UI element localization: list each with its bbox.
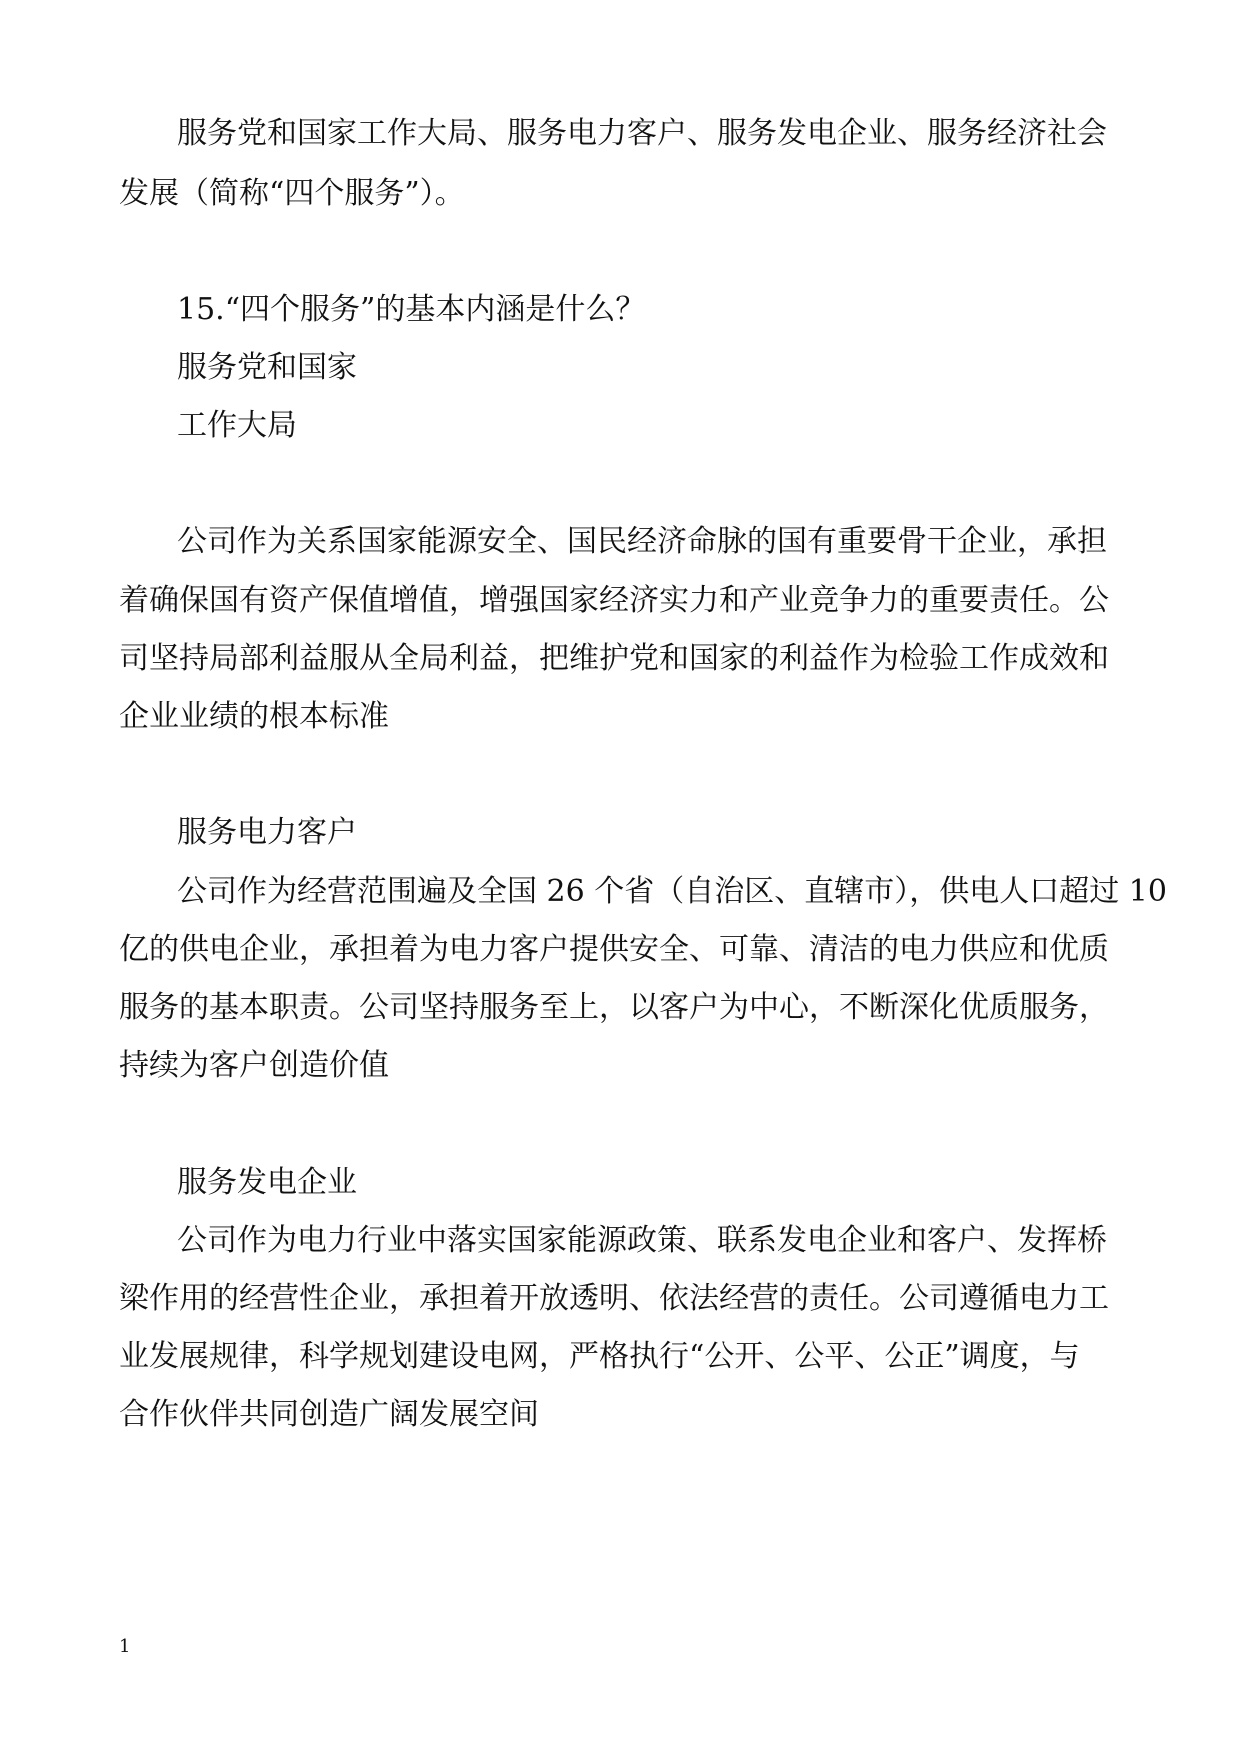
paragraph-2-line-4: 企业业绩的根本标准 [119,699,389,734]
page-number: 1 [119,1636,131,1657]
paragraph-3-line-3: 服务的基本职责。公司坚持服务至上，以客户为中心，不断深化优质服务， [119,990,1109,1025]
paragraph-4-line-4: 合作伙伴共同创造广阔发展空间 [119,1397,539,1432]
paragraph-4-line-2: 梁作用的经营性企业，承担着开放透明、依法经营的责任。公司遵循电力工 [119,1281,1109,1316]
paragraph-2-line-3: 司坚持局部利益服从全局利益，把维护党和国家的利益作为检验工作成效和 [119,641,1109,676]
section-heading-work-overall: 工作大局 [177,408,297,443]
paragraph-3-line-2: 亿的供电企业，承担着为电力客户提供安全、可靠、清洁的电力供应和优质 [119,932,1109,967]
paragraph-2-line-2: 着确保国有资产保值增值，增强国家经济实力和产业竞争力的重要责任。公 [119,583,1109,618]
paragraph-3-line-1: 公司作为经营范围遍及全国 26 个省（自治区、直辖市），供电人口超过 10 [177,874,1167,909]
intro-paragraph-line-1: 服务党和国家工作大局、服务电力客户、服务发电企业、服务经济社会 [177,116,1107,151]
paragraph-4-line-3: 业发展规律，科学规划建设电网，严格执行“公开、公平、公正”调度，与 [119,1339,1080,1374]
paragraph-4-line-1: 公司作为电力行业中落实国家能源政策、联系发电企业和客户、发挥桥 [177,1223,1107,1258]
section-heading-power-customers: 服务电力客户 [177,815,357,850]
section-heading-power-generation: 服务发电企业 [177,1165,357,1200]
paragraph-3-line-4: 持续为客户创造价值 [119,1048,389,1083]
question-heading: 15.“四个服务”的基本内涵是什么？ [177,292,646,327]
section-heading-party-state: 服务党和国家 [177,350,357,385]
intro-paragraph-line-2: 发展（简称“四个服务”）。 [119,176,465,211]
paragraph-2-line-1: 公司作为关系国家能源安全、国民经济命脉的国有重要骨干企业，承担 [177,524,1107,559]
